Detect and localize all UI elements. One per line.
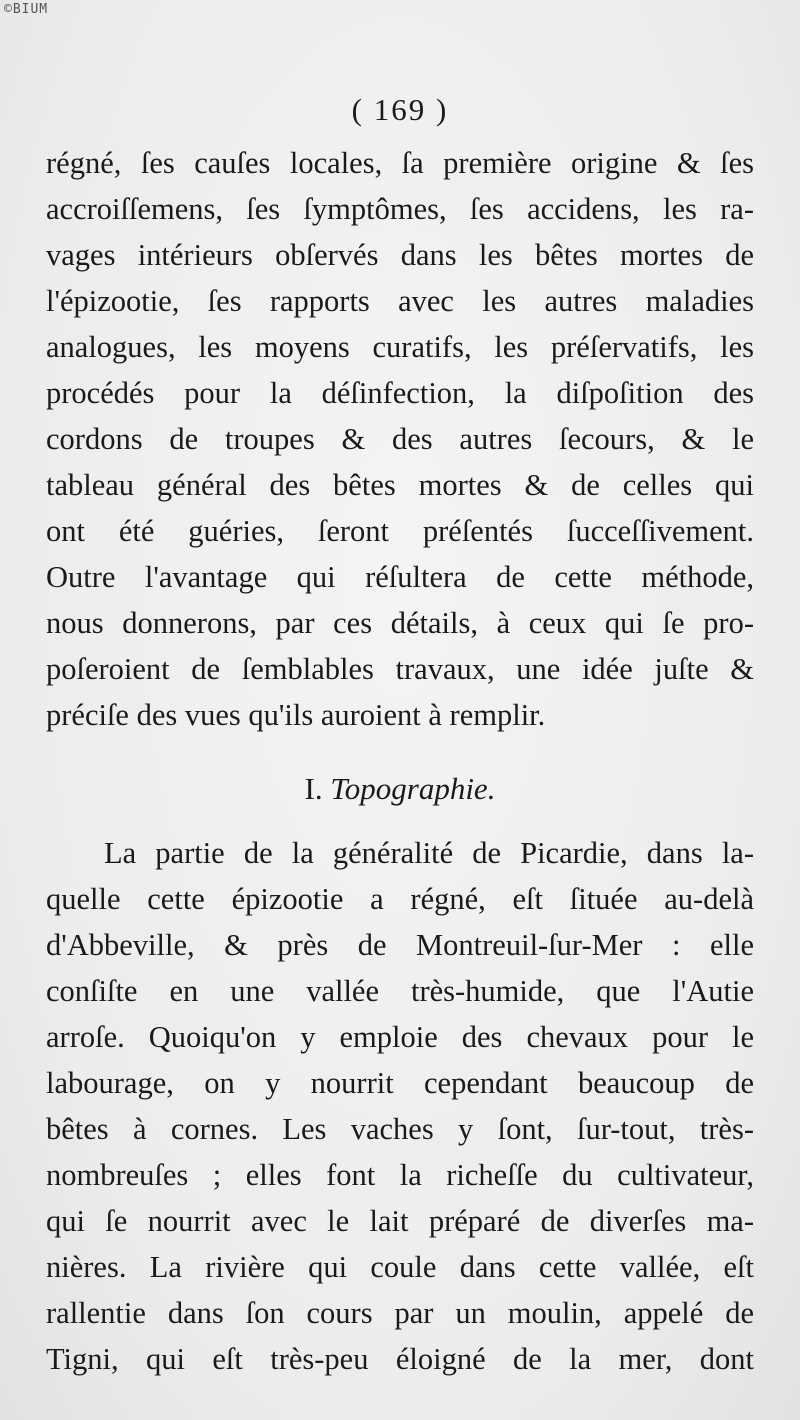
text-line: qui ſe nourrit avec le lait préparé de diverſes ma- bbox=[46, 1204, 754, 1238]
text-line: tableau général des bêtes mortes & de celles qui bbox=[46, 468, 754, 502]
text-line: La partie de la généralité de Picardie, dans la- bbox=[104, 836, 754, 870]
text-line: nières. La rivière qui coule dans cette vallée, eſt bbox=[46, 1250, 754, 1284]
watermark-label: ©BIUM bbox=[4, 2, 49, 17]
text-line: ont été guéries, ſeront préſentés ſucceſſivement. bbox=[46, 514, 754, 548]
text-line: arroſe. Quoiqu'on y emploie des chevaux pour le bbox=[46, 1020, 754, 1054]
text-line: procédés pour la déſinfection, la diſpoſition des bbox=[46, 376, 754, 410]
text-line: vages intérieurs obſervés dans les bêtes mortes de bbox=[46, 238, 754, 272]
page-number: ( 169 ) bbox=[351, 92, 449, 127]
section-numeral: I. bbox=[304, 771, 323, 806]
paragraph-1 bbox=[46, 140, 754, 738]
text-line: cordons de troupes & des autres ſecours, & le bbox=[46, 422, 754, 456]
text-line: nous donnerons, par ces détails, à ceux qui ſe pro- bbox=[46, 606, 754, 640]
text-line: analogues, les moyens curatifs, les préſervatifs, les bbox=[46, 330, 754, 364]
text-line: accroiſſemens, ſes ſymptômes, ſes accidens, les ra- bbox=[46, 192, 754, 226]
text-line: bêtes à cornes. Les vaches y ſont, ſur-tout, très- bbox=[46, 1112, 754, 1146]
section-title: Topographie. bbox=[330, 771, 496, 806]
text-line: quelle cette épizootie a régné, eſt ſituée au-delà bbox=[46, 882, 754, 916]
text-line: régné, ſes cauſes locales, ſa première origine & ſes bbox=[46, 146, 754, 180]
paragraph-2 bbox=[46, 830, 754, 1382]
text-line: l'épizootie, ſes rapports avec les autres maladies bbox=[46, 284, 754, 318]
text-line: labourage, on y nourrit cependant beaucoup de bbox=[46, 1066, 754, 1100]
text-line: préciſe des vues qu'ils auroient à remplir. bbox=[46, 698, 546, 732]
text-line: conſiſte en une vallée très-humide, que l'Autie bbox=[46, 974, 754, 1008]
section-heading bbox=[0, 766, 800, 812]
text-line: poſeroient de ſemblables travaux, une idée juſte & bbox=[46, 652, 754, 686]
text-line: Outre l'avantage qui réſultera de cette méthode, bbox=[46, 560, 754, 594]
text-line: nombreuſes ; elles font la richeſſe du cultivateur, bbox=[46, 1158, 754, 1192]
text-line: rallentie dans ſon cours par un moulin, appelé de bbox=[46, 1296, 754, 1330]
text-line: d'Abbeville, & près de Montreuil-ſur-Mer : elle bbox=[46, 928, 754, 962]
text-line: Tigni, qui eſt très-peu éloigné de la mer, dont bbox=[46, 1342, 754, 1376]
